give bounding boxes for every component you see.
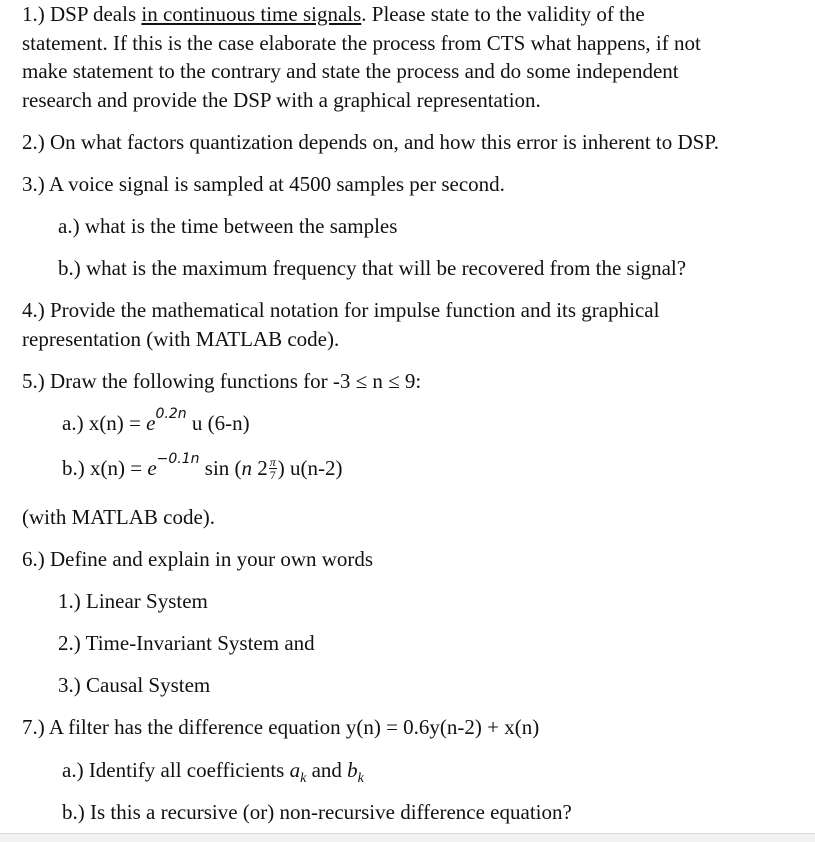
q7-item-a bbox=[62, 756, 364, 784]
q2-text: 2.) On what factors quantization depends on, and how this error is inherent to DSP. bbox=[22, 130, 719, 154]
q5-b-fraction-numerator: π bbox=[269, 454, 276, 469]
q7-a-var1: a bbox=[289, 758, 301, 782]
q1-line-2: statement. If this is the case elaborate the process from CTS what happens, if not bbox=[22, 31, 701, 55]
q5-a-exponent: 0.2n bbox=[155, 406, 187, 422]
q1-underlined-phrase: in continuous time signals bbox=[141, 2, 362, 26]
q5-b-label: b.) x(n) = bbox=[62, 456, 148, 480]
q7-text: 7.) A filter has the difference equation y(n) = 0.6y(n-2) + x(n) bbox=[22, 715, 540, 739]
page-bottom-divider bbox=[0, 833, 815, 842]
q5-text: 5.) Draw the following functions for -3 ≤ n ≤ 9: bbox=[22, 369, 422, 393]
q1-text-post: . Please state to the validity of the bbox=[361, 2, 645, 26]
q7-a-mid: and bbox=[306, 758, 348, 782]
q7-a-pre: a.) Identify all coefficients bbox=[62, 758, 290, 782]
q5-a-tail: u (6-n) bbox=[186, 411, 250, 435]
q7-item-b: b.) Is this a recursive (or) non-recursive difference equation? bbox=[62, 800, 572, 824]
q5-b-n: n bbox=[241, 456, 253, 480]
q6-item-1: 1.) Linear System bbox=[58, 589, 208, 613]
q5-item-a bbox=[62, 406, 250, 437]
q3-item-b: b.) what is the maximum frequency that will be recovered from the signal? bbox=[58, 256, 687, 280]
q5-matlab-note: (with MATLAB code). bbox=[22, 505, 216, 529]
q5-b-fraction-denominator: 7 bbox=[269, 467, 276, 482]
q4-line-2: representation (with MATLAB code). bbox=[22, 327, 340, 351]
q7-a-sub1: k bbox=[300, 771, 307, 786]
q6-text: 6.) Define and explain in your own words bbox=[22, 547, 374, 571]
q7-a-sub2: k bbox=[357, 771, 364, 786]
q5-item-b bbox=[62, 451, 343, 482]
q1-text-pre: 1.) DSP deals bbox=[22, 2, 142, 26]
q5-a-label: a.) x(n) = bbox=[62, 411, 147, 435]
q4-line-1: 4.) Provide the mathematical notation for impulse function and its graphical bbox=[22, 298, 660, 322]
q5-a-base: e bbox=[146, 411, 156, 435]
q5-b-fraction bbox=[269, 456, 277, 481]
q1-line-3: make statement to the contrary and state the process and do some independent bbox=[22, 59, 679, 83]
q6-item-3: 3.) Causal System bbox=[58, 673, 211, 697]
q1-line-4: research and provide the DSP with a graphical representation. bbox=[22, 88, 541, 112]
q3-item-a: a.) what is the time between the samples bbox=[58, 214, 398, 238]
q5-b-sin: sin ( bbox=[199, 456, 242, 480]
q7-a-var2: b bbox=[347, 758, 358, 782]
q5-b-tail: ) u(n-2) bbox=[277, 456, 343, 480]
q3-text: 3.) A voice signal is sampled at 4500 samples per second. bbox=[22, 172, 505, 196]
q1-line-1 bbox=[22, 0, 645, 28]
q5-b-base: e bbox=[147, 456, 157, 480]
q5-b-exponent: −0.1n bbox=[156, 451, 200, 467]
q6-item-2: 2.) Time-Invariant System and bbox=[58, 631, 315, 655]
q5-b-two: 2 bbox=[252, 456, 268, 480]
